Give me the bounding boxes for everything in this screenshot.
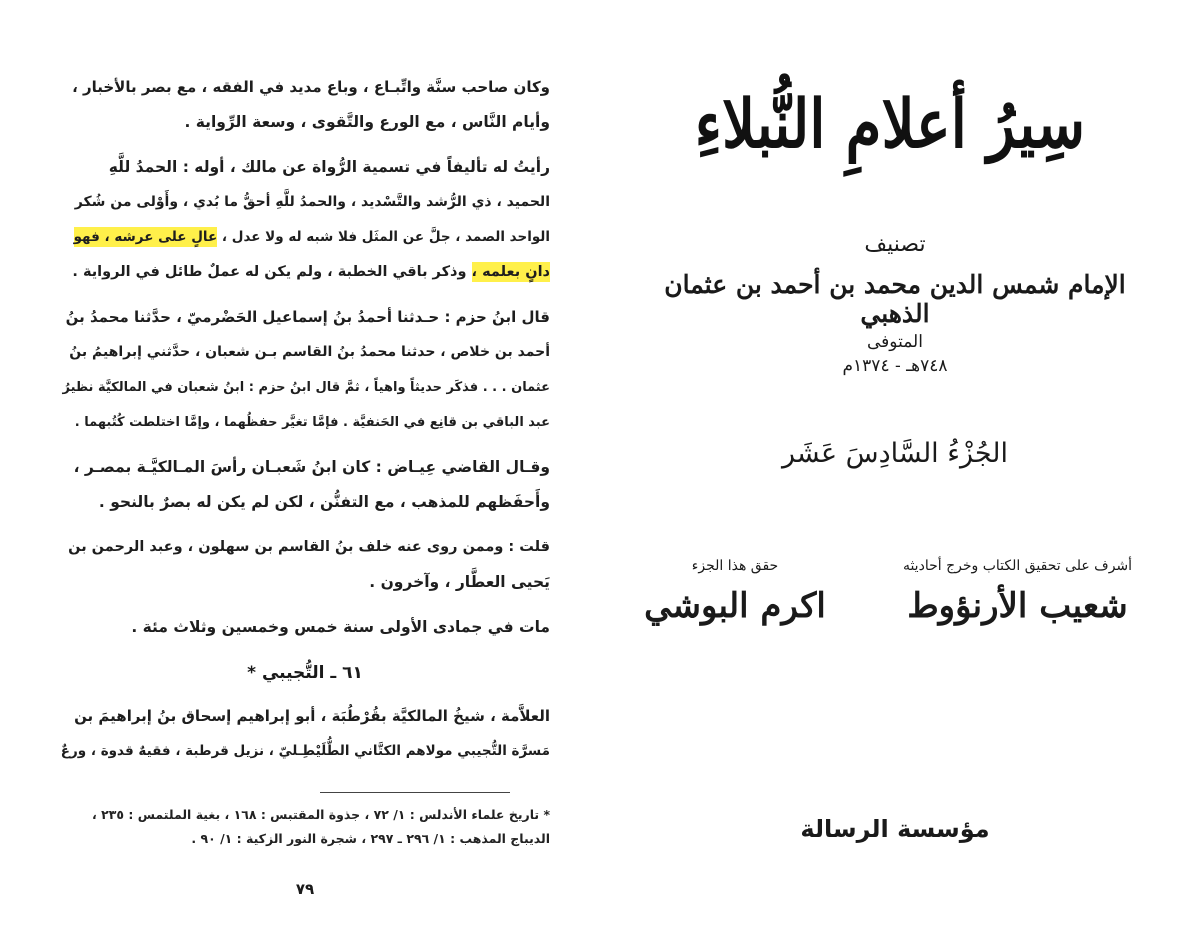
highlighted-text: دانٍ بعلمه ، — [471, 264, 550, 280]
text-line: العلاَّمة ، شيخُ المالكيَّة بقُرْطُبَة ، أبو إبراهيم إسحاق بنُ إبراهيمَ بن — [74, 707, 550, 725]
right-page — [630, 70, 1160, 930]
paragraph — [60, 450, 550, 520]
text-line: يَحيى العطَّار ، وآخرون . — [369, 573, 550, 591]
text-line: وقـال القاضي عِيـاض : كان ابنُ شَعبـان رأسَ المـالكيَّـة بمصـر ، — [73, 458, 550, 476]
text-segment: الواحد الصمد ، جلَّ عن المثَل فلا شبه له ولا عدل ، — [217, 229, 550, 245]
editor-role: حقق هذا الجزء — [691, 558, 779, 574]
book-title: سِيرُ أعلامِ النُّبلاءِ — [694, 84, 1086, 164]
died-label: المتوفى — [867, 332, 923, 352]
paragraph — [60, 150, 550, 290]
volume-label: الجُزْءُ السَّادِسَ عَشَر — [781, 438, 1009, 469]
supervisor-name: شعيب الأرنؤوط — [907, 586, 1128, 626]
footnote-line: الديباج المذهب : ١/ ٢٩٦ ـ ٢٩٧ ، شجرة النور الزكية : ١/ ٩٠ . — [191, 831, 550, 846]
paragraph — [60, 530, 550, 600]
entry-heading: ٦١ ـ التُّجيبي * — [247, 663, 363, 683]
supervisor-role: أشرف على تحقيق الكتاب وخرج أحاديثه — [902, 558, 1133, 574]
author-name: الإمام شمس الدين محمد بن أحمد بن عثمان الذهبي — [664, 270, 1126, 328]
text-line: مات في جمادى الأولى سنة خمس وخمسين وثلاث مئة . — [131, 618, 550, 636]
text-line: عثمان . . . فذكَر حديثاً واهياً ، ثمَّ قال ابنُ حزم : ابنُ شعبان في المالكيَّة نظيرُ — [62, 380, 550, 395]
text-line: وأيام النَّاس ، مع الورع والتَّقوى ، وسعة الرِّواية . — [184, 113, 550, 131]
text-line: قال ابنُ حزم : حـدثنا أحمدُ بنُ إسماعيل الحَضْرميّ ، حدَّثنا محمدُ بنُ — [65, 308, 550, 326]
page-number: ٧٩ — [295, 880, 315, 898]
paragraph — [60, 70, 550, 140]
left-page — [60, 70, 550, 930]
text-segment: وذكر باقي الخطبة ، ولم يكن له عملٌ طائل في الرواية . — [72, 264, 472, 280]
footnotes — [60, 803, 550, 851]
text-line: رأيتُ له تأليفاً في تسمية الرُّواة عن مالك ، أوله : الحمدُ للَّهِ — [108, 158, 550, 176]
text-line — [60, 255, 550, 290]
publisher-name: مؤسسة الرسالة — [800, 815, 990, 843]
died-years: ٧٤٨هـ - ١٣٧٤م — [842, 356, 948, 376]
paragraph — [60, 699, 550, 769]
text-line: عبد الباقي بن قانِع في الحَنفيَّة . فإمَّا تغيَّر حفظُهما ، وإمَّا اختلطت كُتُبهما . — [74, 415, 550, 430]
footnote-line: * تاريخ علماء الأندلس : ١/ ٧٢ ، جذوة المقتبس : ١٦٨ ، بغية الملتمس : ٢٣٥ ، — [92, 807, 550, 822]
text-line: مَسرَّة التُّجيبي مولاهم الكتَّاني الطُّلَيْطِـليّ ، نزيل قرطبة ، فقيهٌ قدوة ، ورعٌ — [60, 743, 550, 759]
paragraph — [60, 300, 550, 440]
text-line — [60, 220, 550, 255]
editor-name: اكرم البوشي — [644, 586, 826, 626]
text-line: قلت : وممن روى عنه خلف بنُ القاسم بن سهلون ، وعبد الرحمن بن — [68, 539, 550, 555]
text-line: أحمد بن خلاص ، حدثنا محمدُ بنُ القاسم بـن شعبان ، حدَّثني إبراهيمُ بنُ — [69, 344, 550, 360]
supervisor-credit — [885, 558, 1150, 626]
paragraph — [60, 610, 550, 645]
highlighted-text: عالٍ على عرشه ، فهو — [73, 229, 218, 245]
editor-credit — [640, 558, 830, 626]
left-page-body — [60, 70, 550, 769]
footnote-divider — [320, 792, 510, 793]
text-line: وأَحفَظهم للمذهب ، مع التفنُّن ، لكن لم يكن له بصرٌ بالنحو . — [98, 493, 550, 511]
text-line: وكان صاحب سنَّة واتِّبـاع ، وباع مديد في الفقه ، مع بصر بالأخبار ، — [72, 78, 550, 96]
tasnif-label: تصنيف — [864, 232, 926, 257]
text-line: الحميد ، ذي الرُّشد والتَّسْديد ، والحمدُ للَّهِ أحقُّ ما بُدي ، وأَوْلى من شُكر — [74, 194, 550, 210]
